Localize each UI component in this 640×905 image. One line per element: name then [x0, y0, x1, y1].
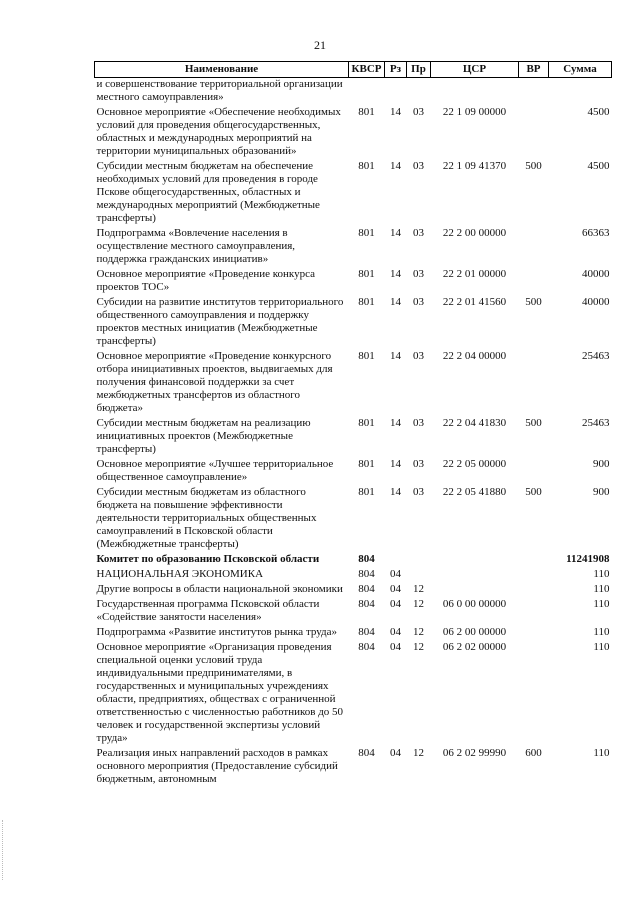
table-row [95, 78, 612, 107]
table-row [95, 568, 612, 583]
table-row [95, 227, 612, 268]
cell-vr [519, 553, 549, 568]
cell-vr [519, 568, 549, 583]
cell-kvsr: 804 [358, 626, 375, 638]
cell-csr [431, 583, 519, 598]
cell-name: Субсидии местным бюджетам на обеспечение необходимых условий для проведения в городе Пскове общегосударственных, областных и международных мероприятий (Межбюджетные трансферты) [96, 160, 320, 224]
cell-kvsr [349, 78, 385, 107]
cell-vr [519, 458, 549, 486]
cell-rz: 14 [390, 417, 401, 429]
cell-kvsr: 804 [358, 568, 375, 580]
cell-pr: 12 [413, 747, 424, 759]
cell-name: Основное мероприятие «Обеспечение необходимых условий для проведения общегосударственных, областных и международных мероприятий на территории муниципальных образований» [96, 106, 341, 157]
table-row [95, 598, 612, 626]
cell-rz: 14 [390, 458, 401, 470]
header-pr: Пр [407, 62, 431, 78]
scan-margin-marks [2, 820, 5, 880]
cell-sum: 40000 [582, 296, 610, 308]
header-rz: Рз [385, 62, 407, 78]
cell-name: Основное мероприятие «Лучшее территориальное общественное самоуправление» [96, 458, 334, 483]
cell-rz: 04 [390, 626, 401, 638]
cell-pr: 12 [413, 641, 424, 653]
table-row [95, 747, 612, 788]
table-row [95, 106, 612, 160]
cell-csr: 22 2 00 00000 [442, 227, 507, 239]
cell-pr: 03 [413, 417, 424, 429]
cell-csr: 22 1 09 00000 [442, 106, 507, 118]
cell-rz: 04 [390, 583, 401, 595]
cell-vr [519, 598, 549, 626]
cell-csr: 06 2 00 00000 [442, 626, 507, 638]
header-csr: ЦСР [431, 62, 519, 78]
cell-csr: 22 2 05 41880 [442, 486, 507, 498]
cell-sum: 66363 [582, 227, 610, 239]
table-row [95, 417, 612, 458]
cell-rz: 04 [390, 747, 401, 759]
cell-sum: 110 [593, 598, 610, 610]
cell-name: Комитет по образованию Псковской области [96, 553, 320, 565]
header-sum: Сумма [549, 62, 612, 78]
cell-sum [549, 78, 612, 107]
cell-kvsr: 801 [358, 227, 375, 239]
cell-sum: 110 [593, 583, 610, 595]
cell-vr [519, 583, 549, 598]
cell-csr: 22 2 05 00000 [442, 458, 507, 470]
cell-vr [519, 227, 549, 268]
cell-sum: 11241908 [566, 553, 610, 565]
cell-pr: 03 [413, 160, 424, 172]
cell-csr: 06 0 00 00000 [442, 598, 507, 610]
cell-sum: 40000 [582, 268, 610, 280]
cell-rz: 04 [390, 568, 401, 580]
cell-vr [519, 641, 549, 747]
cell-kvsr: 804 [358, 747, 375, 759]
cell-kvsr: 804 [358, 598, 375, 610]
header-name: Наименование [95, 62, 349, 78]
cell-vr: 500 [525, 486, 542, 498]
cell-sum: 900 [593, 486, 610, 498]
cell-name: Основное мероприятие «Проведение конкурса проектов ТОС» [96, 268, 316, 293]
cell-kvsr: 801 [358, 458, 375, 470]
cell-sum: 25463 [582, 417, 610, 429]
cell-sum: 110 [593, 626, 610, 638]
cell-name: Подпрограмма «Развитие институтов рынка труда» [96, 626, 338, 638]
table-row [95, 641, 612, 747]
table-row [95, 268, 612, 296]
header-kvsr: КВСР [349, 62, 385, 78]
cell-rz [385, 553, 407, 568]
cell-name: Государственная программа Псковской области «Содействие занятости населения» [96, 598, 320, 623]
cell-rz [385, 78, 407, 107]
cell-csr: 22 2 04 00000 [442, 350, 507, 362]
cell-pr: 03 [413, 106, 424, 118]
cell-rz: 14 [390, 106, 401, 118]
cell-name: и совершенствование территориальной организации местного самоуправления» [96, 78, 343, 103]
cell-pr: 12 [413, 626, 424, 638]
cell-rz: 04 [390, 641, 401, 653]
cell-pr [407, 568, 431, 583]
cell-vr: 600 [525, 747, 542, 759]
cell-kvsr: 801 [358, 268, 375, 280]
cell-kvsr: 801 [358, 160, 375, 172]
cell-vr: 500 [525, 296, 542, 308]
cell-kvsr: 801 [358, 106, 375, 118]
cell-csr: 22 2 04 41830 [442, 417, 507, 429]
page-number: 21 [314, 38, 326, 52]
cell-csr: 22 1 09 41370 [442, 160, 507, 172]
cell-vr: 500 [525, 160, 542, 172]
cell-csr: 22 2 01 41560 [442, 296, 507, 308]
cell-sum: 4500 [587, 106, 610, 118]
cell-vr: 500 [525, 417, 542, 429]
cell-sum: 110 [593, 641, 610, 653]
cell-kvsr: 804 [358, 583, 375, 595]
cell-kvsr: 801 [358, 296, 375, 308]
cell-kvsr: 804 [358, 553, 375, 565]
cell-pr: 12 [413, 598, 424, 610]
cell-rz: 14 [390, 486, 401, 498]
cell-csr: 06 2 02 99990 [442, 747, 507, 759]
cell-sum: 25463 [582, 350, 610, 362]
cell-name: Реализация иных направлений расходов в рамках основного мероприятия (Предоставление субсидий бюджетным, автономным [96, 747, 338, 785]
cell-name: Субсидии местным бюджетам на реализацию инициативных проектов (Межбюджетные трансферты) [96, 417, 311, 455]
cell-rz: 14 [390, 296, 401, 308]
cell-vr [519, 268, 549, 296]
cell-csr [431, 568, 519, 583]
cell-vr [519, 350, 549, 417]
cell-pr: 03 [413, 486, 424, 498]
cell-vr [519, 626, 549, 641]
cell-name: Основное мероприятие «Проведение конкурсного отбора инициативных проектов, выдвигаемых для получения финансовой поддержки за счет межбюджетных трансфертов из областного бюджета» [96, 350, 333, 414]
table-row [95, 553, 612, 568]
cell-name: Субсидии местным бюджетам из областного бюджета на повышение эффективности деятельности территориальных общественных самоуправлений в Псковской области (Межбюджетные трансферты) [96, 486, 317, 550]
table-row [95, 486, 612, 553]
table-row [95, 296, 612, 350]
cell-csr: 22 2 01 00000 [442, 268, 507, 280]
cell-pr: 12 [413, 583, 424, 595]
cell-name: Другие вопросы в области национальной экономики [96, 583, 343, 595]
cell-rz: 14 [390, 350, 401, 362]
table-row [95, 626, 612, 641]
cell-csr [431, 553, 519, 568]
table-row [95, 160, 612, 227]
cell-csr [431, 78, 519, 107]
cell-sum: 900 [593, 458, 610, 470]
cell-vr [519, 78, 549, 107]
cell-pr: 03 [413, 296, 424, 308]
cell-sum: 110 [593, 747, 610, 759]
table-header-row [95, 62, 612, 78]
table-row [95, 350, 612, 417]
cell-name: НАЦИОНАЛЬНАЯ ЭКОНОМИКА [96, 568, 264, 580]
cell-rz: 04 [390, 598, 401, 610]
header-vr: ВР [519, 62, 549, 78]
cell-vr [519, 106, 549, 160]
cell-pr: 03 [413, 227, 424, 239]
cell-name: Основное мероприятие «Организация проведения специальной оценки условий труда индивидуальными предпринимателями, в государственных и муниципальных учреждениях области, предприятиях, обществах с ограниченной ответственностью с численностью работников до 50 человек и государственной экспертизы условий труда» [96, 641, 344, 744]
table-row [95, 583, 612, 598]
cell-pr: 03 [413, 458, 424, 470]
budget-table [94, 61, 612, 788]
cell-name: Подпрограмма «Вовлечение населения в осуществление местного самоуправления, поддержка гражданских инициатив» [96, 227, 296, 265]
cell-kvsr: 801 [358, 486, 375, 498]
table-body [95, 78, 612, 789]
cell-kvsr: 801 [358, 417, 375, 429]
cell-pr: 03 [413, 268, 424, 280]
cell-sum: 4500 [587, 160, 610, 172]
cell-csr: 06 2 02 00000 [442, 641, 507, 653]
cell-rz: 14 [390, 227, 401, 239]
table-row [95, 458, 612, 486]
cell-pr: 03 [413, 350, 424, 362]
cell-pr [407, 553, 431, 568]
cell-rz: 14 [390, 160, 401, 172]
cell-sum: 110 [593, 568, 610, 580]
cell-rz: 14 [390, 268, 401, 280]
cell-name: Субсидии на развитие институтов территориального общественного самоуправления и поддержку проектов местных инициатив (Межбюджетные трансферты) [96, 296, 344, 347]
cell-pr [407, 78, 431, 107]
cell-kvsr: 804 [358, 641, 375, 653]
cell-kvsr: 801 [358, 350, 375, 362]
